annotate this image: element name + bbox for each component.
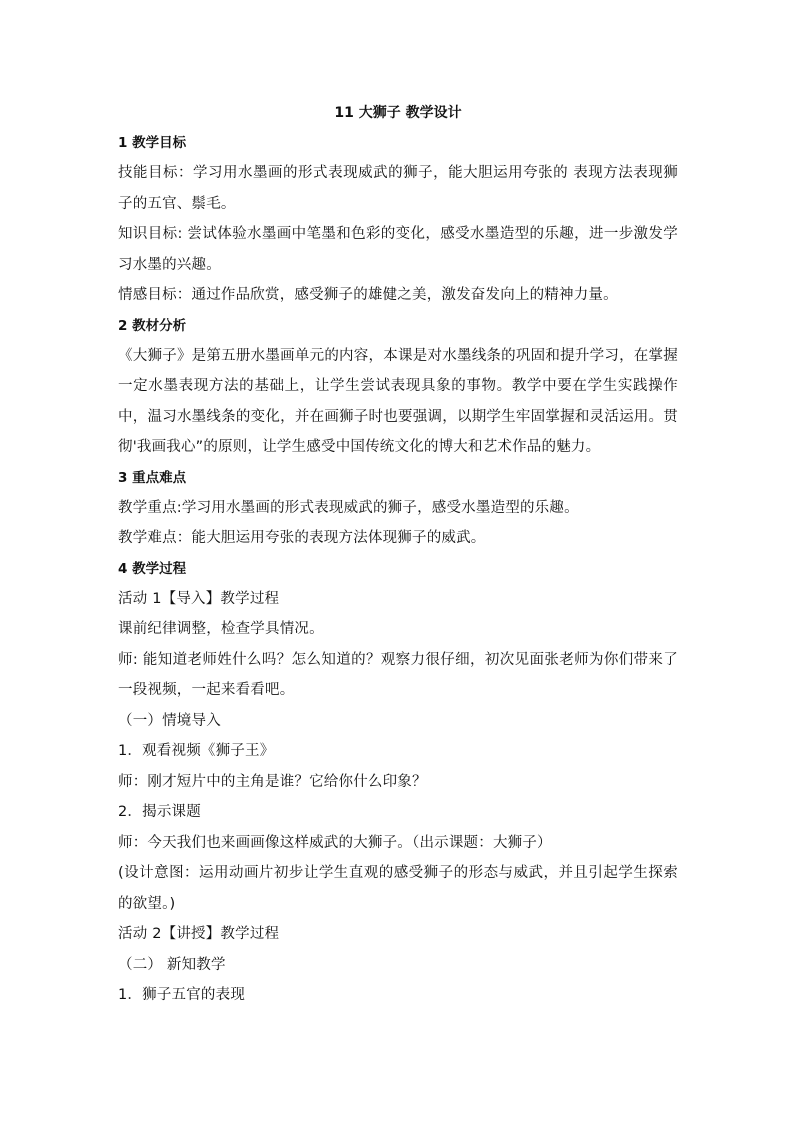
paragraph: （一）情境导入 [118, 712, 221, 729]
paragraph: 师：刚才短片中的主角是谁？它给你什么印象？ [118, 773, 427, 790]
paragraph: 1．狮子五官的表现 [118, 987, 246, 1003]
paragraph: (设计意图：运用动画片初步让学生直观的感受狮子的形态与威武，并且引起学生探索的欲望。) [118, 865, 678, 912]
paragraph: 教学重点:学习用水墨画的形式表现威武的狮子，感受水墨造型的乐趣。 [118, 499, 579, 516]
paragraph: 活动 1【导入】教学过程 [118, 590, 280, 607]
paragraph: 活动 2【讲授】教学过程 [118, 926, 280, 942]
paragraph: 知识目标: 尝试体验水墨画中笔墨和色彩的变化，感受水墨造型的乐趣，进一步激发学习水墨的兴趣。 [118, 226, 678, 273]
document-title: 11 大狮子 教学设计 [334, 105, 462, 121]
paragraph: 技能目标：学习用水墨画的形式表现威武的狮子，能大胆运用夸张的 表现方法表现狮子的五官、鬃毛。 [118, 165, 678, 212]
section-heading: 3 重点难点 [118, 469, 187, 486]
paragraph: 师：今天我们也来画画像这样威武的大狮子。（出示课题：大狮子） [118, 834, 552, 851]
paragraph: 课前纪律调整，检查学具情况。 [118, 621, 324, 637]
paragraph: 2．揭示课题 [118, 804, 201, 820]
paragraph: 情感目标：通过作品欣赏，感受狮子的雄健之美，激发奋发向上的精神力量。 [118, 287, 618, 303]
paragraph: （二） 新知教学 [118, 956, 226, 973]
section-heading: 2 教材分析 [118, 317, 187, 334]
document-body [118, 100, 678, 1011]
section-heading: 1 教学目标 [118, 135, 187, 151]
section-heading: 4 教学过程 [118, 560, 187, 577]
paragraph: 1．观看视频《狮子王》 [118, 743, 275, 759]
paragraph: 教学难点：能大胆运用夸张的表现方法体现狮子的威武。 [118, 530, 486, 546]
paragraph: 师: 能知道老师姓什么吗？怎么知道的？观察力很仔细，初次见面张老师为你们带来了一段视频，一起来看看吧。 [118, 651, 678, 698]
paragraph: 《大狮子》是第五册水墨画单元的内容，本课是对水墨线条的巩固和提升学习，在掌握一定水墨表现方法的基础上，让学生尝试表现具象的事物。教学中要在学生实践操作中，温习水墨线条的变化，并在画狮子时也要强调，以期学生牢固掌握和灵活运用。贯彻'我画我心”的原则，让学生感受中国传统文化的博大和艺术作品的魅力。 [118, 347, 678, 455]
